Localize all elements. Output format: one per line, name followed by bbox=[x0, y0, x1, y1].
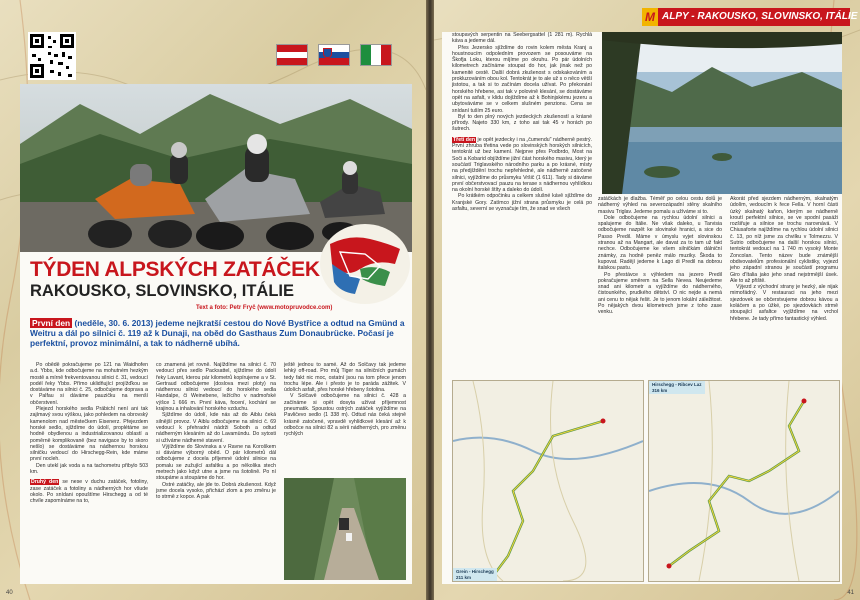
right-col2-para: Po přestávce s výhledem na jezero Predil pokračujeme směrem na Sella Nevea. Neujedeme snad ani kilometr a vyjíždíme do nádherného, čistounkého, prudkého dětství. O nic nejde a nemá ani cenu to nějak řešit. Je to jenom lokální záležitost. Po nějakých dvou kilometrech jsme z toho zase venku. bbox=[598, 271, 722, 316]
map1-label: Grein - Hirschegg 211 km bbox=[453, 568, 497, 581]
page-number-left: 40 bbox=[6, 590, 13, 596]
right-col2-para: Dole odbočujeme na rychlou údolní silnici a spalujeme do Itálie. Ne však daleko, u Tarvisia odbočujeme nazpět ke slovinské hranici, a sice do Passo Predil. Máme v úmyslu vyjet slovinskou stranou až na Mangart, ale davat za to tam už fakt nechce. Odbočujeme ke všem silničkám dálniční známky, za hodně peněz málo muziky. Škoda to kupovat. Radějí jedeme k Lago di Predil na dobrou italskou pastu. bbox=[598, 214, 722, 272]
left-col1-para: Den utekl jak voda a na tachometru přibylo 503 km. bbox=[30, 462, 148, 476]
spine bbox=[426, 0, 434, 600]
section-header-text: ALPY - RAKOUSKO, SLOVINSKO, ITÁLIE bbox=[662, 11, 858, 22]
route-overview-map bbox=[320, 224, 410, 304]
article-lead bbox=[30, 318, 408, 348]
left-col2-para: Sjíždíme do údolí, kde nás až do Aiblu čeká silnější provoz. V Aiblu odbočujeme na silnici č. 69 vedoucí k přehradní nádrži Soboth a odtud nádherným klesáním až do Lavamündu. Do sytosti si užíváme nádherné stavení. bbox=[156, 412, 276, 444]
section-header bbox=[642, 8, 858, 26]
right-page bbox=[434, 0, 860, 600]
right-col2-para: zatáčkách je dlažba. Téměř po celou cestu dolů je nádherný výhled na severozápadní stěny skalního masivu Triglav. Jedeme pomalu a užíváme si to. bbox=[598, 196, 722, 215]
qr-code[interactable] bbox=[28, 32, 76, 80]
right-column-3 bbox=[730, 196, 838, 322]
left-col1-para: Plejezd horského sedla Präbichl není ani tak zajímavý svou výškou, jako pohledem na obrovský kamenolom nad městečkem Eisenerz. Přejezdem horské sedlo, sjíždíme do údolí, proplétáme se hodně obydlenou a industrializovanou oblastí a poměrně komplikovaně (bez navigace by to skoro nešlo) se dostáváme na nádhernou horskou silničku vedoucí do Hirschegg-Rein, kde máme první nocleh. bbox=[30, 406, 148, 463]
lead-text: (neděle, 30. 6. 2013) jedeme nejkratší cestou do Nové Bystřice a odtud na Gmünd a Weitru a dál po silnici č. 119 až k Dunaji, na oběd do Gasthaus Zum Donaubrücke. Počasí je perfektní, provoz minimální, a tak to nádherně ubíhá. bbox=[30, 318, 405, 348]
left-column-2 bbox=[156, 362, 276, 501]
route-map-grein-hirschegg bbox=[452, 380, 644, 582]
right-col1-para: Byl to den plný nových jezdeckých zkušeností a krásné přírody. Najeto 330 km, z toho asi tak 45 v horách po šutrech. bbox=[452, 113, 592, 133]
left-page bbox=[0, 0, 426, 600]
lake-photo bbox=[602, 32, 842, 194]
left-col2-para: Ostré zatáčky, ale jde to. Dobrá zkušenost. Když jsme docela vysoko, přichází zlom a pro změnu je to strmě z kopce. A pak bbox=[156, 481, 276, 501]
right-column-2 bbox=[598, 196, 722, 316]
italy-flag-icon bbox=[360, 44, 392, 66]
left-col3-para: ještě jednou to samé. Až do Solčavy tak jedeme lehký off-road. Pro můj Tiger na silničních gumách tedy fakt nic moc, ostatní jsou na tom přece jenom trochu lépe. Ale i přesto je to paráda zážitek. V údolích asfalt, přes horské hřebeny šotolina. bbox=[284, 362, 406, 394]
right-col3-para: Akorát před sjezdem nádherným, skalnatým údolím, vedoucím k řece Fella. V horní části úzký skalnatý kaňon, kterým se nádherně kroutí perfektní silnice, se ve spodní pasáži rozšiřuje a silnice se trochu narovnává. V Chiusaforte najíždíme na rychlou údolní silnici č. 13, po níž jsme za chvilku v Tolmezzu. V Sutrio odbočujeme na další horskou silnici, tentokrát vedoucí na 1 740 m vysoký Monte Zoncolan. Tento název bude známější obdivovatelům profesionální cyklistiky, vyjezd jeho západní stranou je součástí programu Giro d'Italia jako jeho snad nejstrmější úsek. Ale to až přiště. bbox=[730, 196, 838, 284]
right-column-1 bbox=[452, 32, 592, 212]
right-col1-para: Po krátkém odpočinku a celkem slušné kávě sjíždíme do Kranjské Gory. Zatímco jižní strana průsmyku je celá po asfaltu, severní se vyznačuje tím, že snad ve všech bbox=[452, 193, 592, 213]
left-col1-para: Po obědě pokračujeme po 121 na Waidhofen a.d. Ybbs, kde odbočujeme na mohutném hezkým mostě a mírně frekventovanou silnici č. 31, vedoucí podél řeky Ybbs. Přímo uklidňující projížďkou se dostáváme na silnici č. 25, odbočujeme doprava a v Palfau si dáváme pauzičku na menší občerstvení. bbox=[30, 362, 148, 406]
article-credit: Text a foto: Petr Fryč (www.motopruvodce.com) bbox=[196, 305, 333, 311]
left-col2-para: co znamená jet rovně. Najíždíme na silnici č. 70 vedoucí přes sedlo Packsattel, sjíždíme do údolí řeky Lavant, kterou pár kilometrů kopírujeme a v St. Gertraud odbočujeme (doslova mezi ploty) na nádhernou silnici vedoucí do horského sedla Handalpe, či Weinebene, ležícího v nadmořské výšce 1 666 m. První káva, focení, kochání se krajinou a inhalování horského vzduchu. bbox=[156, 362, 276, 413]
gravel-road-photo bbox=[284, 478, 406, 580]
day3-text: je opět jezdecky i na „čumendu" nádherně pestrý. První zhruba třetina vede po slovinských horských silnicích, tentokrát už bez kamení. Nejprve přes Podbrdo, Most na Soči a Kobarid objíždíme jižní část horského masivu, který je součástí Triglavského národního parku a po krásné, místy na předjíždění trochu nepřehledné, ale nádherně zatočené silnici, vyjíždíme do průsmyku Vršič (1 611). Tady si dáváme první občerstvovací pauzu na terase s nádhernou vyhlídkou na okolní horské štíty a daleko do údolí. bbox=[452, 136, 593, 194]
left-column-3 bbox=[284, 362, 406, 438]
day2-highlight: Druhý den bbox=[31, 479, 59, 486]
right-col1-para: Přes Jezersko sjíždíme do rovin kolem města Kranj a houstnoucím odpoledním provozem se posouváme na Škofja Loku, kterou míjíme po okruhu. Po pár údolních kilometrech začínáme stoupat do hor, jak jinak než po kamenité cestě. Další dobrá zkušenost s odskakováním a prokluzováním obou kol. Tentokrát je to ale už s o něco větší jistotou, a tak si to začínám docela užívat. Po překonání horského hřebene, asi tak v polovině klesání, se dostáváme opět na asfalt, v klidu dojíždíme až k Bohinjskému jezeru a ubytováváme se v celkem slušném penzionu. Cena se snídaní tuším 25 euro. bbox=[452, 44, 592, 114]
slovenia-flag-icon bbox=[318, 44, 350, 66]
right-col1-para: stoupavých serpentin na Seebergsattel (1 281 m). Rychlá káva a jedeme dál. bbox=[452, 32, 592, 45]
right-col3-para: Výjezd z východní strany je hezký, ale nijak mimořádný. V restauraci na jeho mezi sjezdovek se občerstvujeme dobrou kávou a koláčem a po úžké, po sjezdovkách strmě stoupající asfaltce vyjíždíme na vrchol hřebene. Je tady přímo fantastický výhled. bbox=[730, 284, 838, 322]
article-subtitle: RAKOUSKO, SLOVINSKO, ITÁLIE bbox=[30, 282, 295, 300]
left-column-1 bbox=[30, 362, 148, 505]
map2-label: Hirschegg - Ribcev Laz 316 km bbox=[649, 381, 705, 394]
article-title: TÝDEN ALPSKÝCH ZATÁČEK bbox=[30, 258, 320, 281]
day3-highlight: Třetí den bbox=[453, 136, 476, 143]
magazine-tag: M bbox=[642, 8, 658, 26]
left-col3-para: V Solčavě odbočujeme na silnici č. 428 a začínáme si opět dosyta užívat příjemnost pneumatik. Spoustou ostrých zatáček vyjíždíme na Pavličevo sedlo (1 338 m). Odtud nás čeká stejně krásně zatočené, vpravdě vyhlídkové klesání až k odbočce na silnici 82 a sérii nádherných, pro změnu rychlých bbox=[284, 393, 406, 438]
route-map-hirschegg-ribcev-laz bbox=[648, 380, 840, 582]
lead-highlight: První den bbox=[32, 318, 71, 328]
page-number-right: 41 bbox=[847, 590, 854, 596]
day2-text: se nese v duchu zatáček, fotoliny, zase zatáček a fotoliny a nádherných hor všude okolo. Po snídani opouštíme Hirschegg a od té chvíle zapomínáme na to, bbox=[30, 479, 149, 505]
austria-flag-icon bbox=[276, 44, 308, 66]
left-col2-para: Výjíždíme do Slovinska a v Ravne na Koroškem si dáváme výborný oběd. O pár kilometrů dál odbočujeme z docela příjemné údolní silnice na pomalu se zužující asfaltku a po několika stech metrech jako když utne a jsme na šotolině. Po ní stoupáme a stoupáme do hor. bbox=[156, 443, 276, 482]
